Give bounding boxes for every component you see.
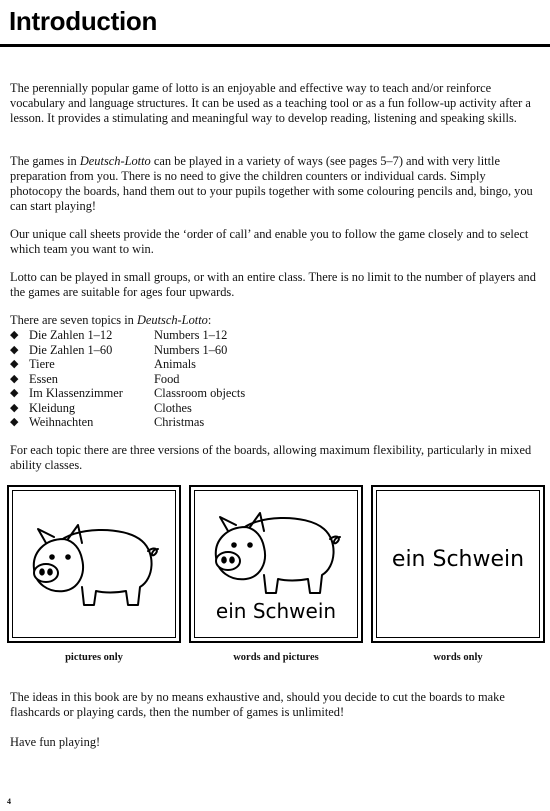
topic-german: Kleidung: [29, 400, 76, 415]
page-title: Introduction: [9, 6, 158, 36]
board-word: ein Schwein: [391, 547, 525, 572]
board-word: ein Schwein: [215, 599, 337, 623]
book-title: Deutsch-Lotto: [136, 313, 208, 327]
topic-german: Weihnachten: [29, 415, 94, 429]
title-rule: [0, 44, 550, 47]
paragraph-closing: Have fun playing!: [10, 735, 101, 749]
topic-german: Im Klassenzimmer: [29, 386, 123, 400]
text: :: [207, 313, 212, 327]
topic-german: Die Zahlen 1–12: [29, 328, 113, 342]
topic-english: Classroom objects: [154, 386, 246, 400]
paragraph-group-size: Lotto can be played in small groups, or with an entire class. There is no limit to the number of players and the games are suitable for ages four upwards.: [10, 270, 536, 299]
pig-icon: [206, 501, 346, 601]
paragraph-ways-to-play: [10, 154, 540, 214]
text: can be played in a variety of ways (see pages 5–7) and with very little preparation from you. There is no need to give the children counters or individual cards. Simply photocopy the boards, hand them out to your pupils together with some colouring pencils and, bingo, you can start playing!: [10, 154, 533, 213]
board-caption: words and pictures: [233, 652, 319, 663]
topic-english: Food: [154, 371, 180, 386]
paragraph-board-versions: For each topic there are three versions of the boards, allowing maximum flexibility, particularly in mixed ability classes.: [10, 443, 532, 472]
page-number: 4: [7, 797, 11, 806]
topic-german: Essen: [29, 371, 58, 386]
text: The games in: [10, 154, 80, 168]
board-words-and-pictures: [189, 485, 363, 643]
diamond-bullet-icon: ◆: [10, 387, 19, 399]
topic-english: Clothes: [154, 400, 192, 415]
board-caption: pictures only: [65, 652, 123, 663]
paragraph-call-sheets: Our unique call sheets provide the ‘order of call’ and enable you to follow the game closely and to select which team you want to win.: [10, 227, 529, 256]
diamond-bullet-icon: ◆: [10, 358, 19, 370]
topic-german: Tiere: [29, 357, 55, 371]
board-words-only: [371, 485, 545, 643]
diamond-bullet-icon: ◆: [10, 372, 19, 385]
text: There are seven topics in: [10, 313, 137, 327]
topic-english: Animals: [154, 357, 196, 371]
topic-english: Christmas: [154, 415, 205, 429]
topic-english: Numbers 1–60: [154, 342, 228, 357]
board-caption: words only: [433, 652, 483, 663]
paragraph-ideas: The ideas in this book are by no means exhaustive and, should you decide to cut the boards to make flashcards or playing cards, then the number of games is unlimited!: [10, 690, 505, 719]
title-bar: [0, 0, 550, 48]
topic-german: Die Zahlen 1–60: [29, 342, 113, 357]
pig-icon: [24, 513, 164, 613]
diamond-bullet-icon: ◆: [10, 401, 19, 414]
book-title: Deutsch-Lotto: [79, 154, 151, 168]
diamond-bullet-icon: ◆: [10, 343, 19, 356]
diamond-bullet-icon: ◆: [10, 416, 19, 428]
diamond-bullet-icon: ◆: [10, 329, 19, 341]
board-pictures-only: [7, 485, 181, 643]
topic-english: Numbers 1–12: [154, 328, 228, 342]
paragraph-topics-intro: [10, 313, 211, 328]
paragraph-overview: The perennially popular game of lotto is an enjoyable and effective way to teach and/or reinforce vocabulary and language structures. It can be used as a teaching tool or as a fun follow-up activity after a lesson. It provides a stimulating and meaningful way to develop reading, listening and speaking skills.: [10, 81, 531, 125]
